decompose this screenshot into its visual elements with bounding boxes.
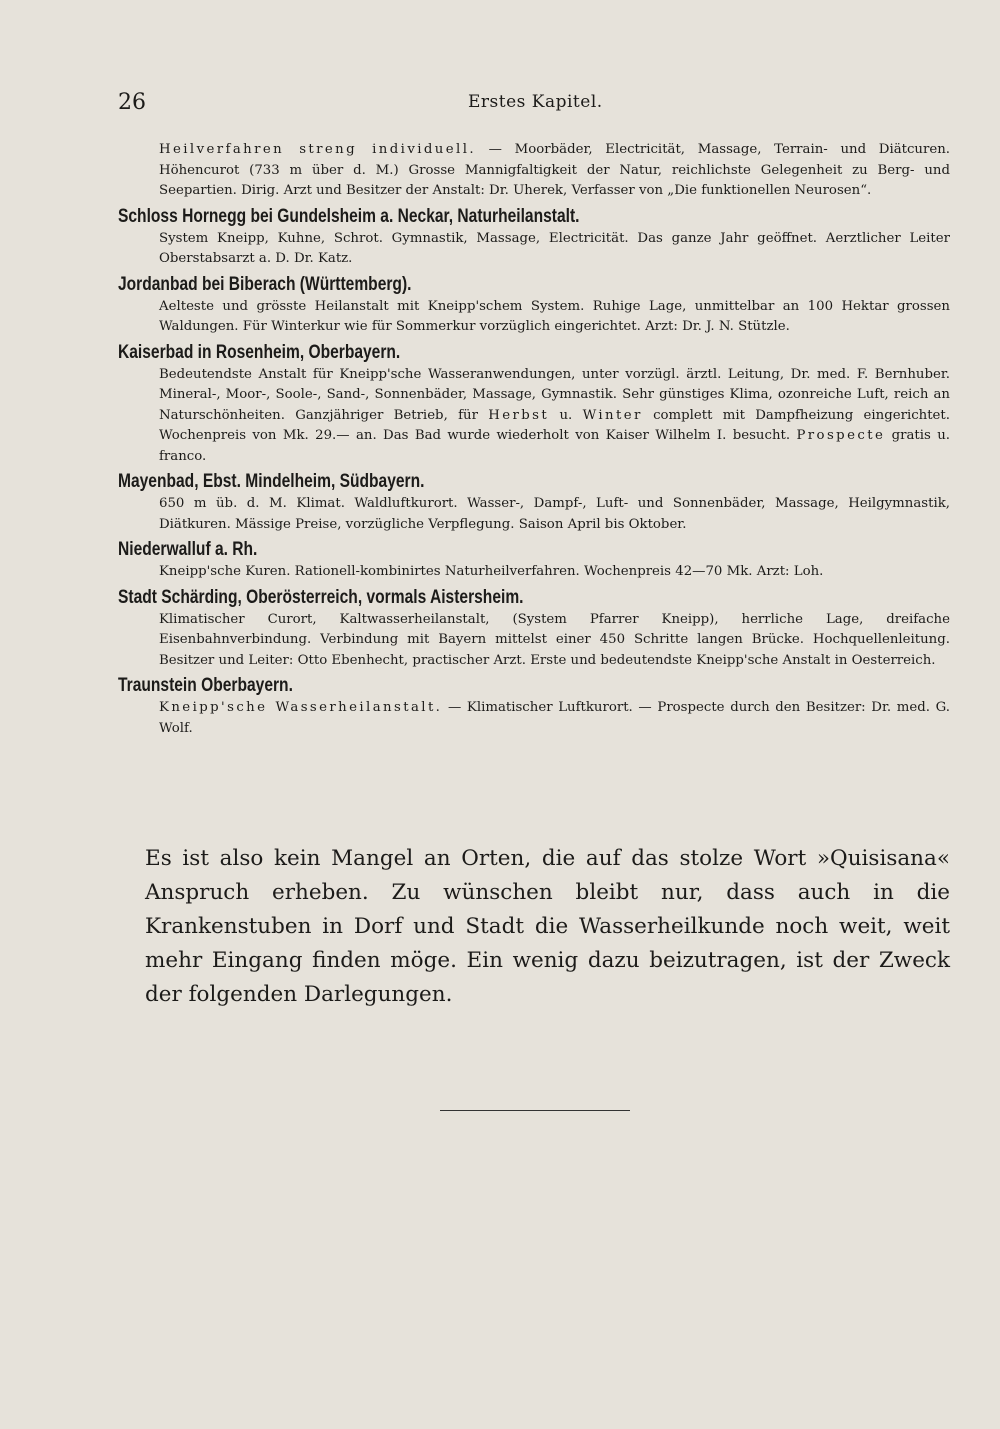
directory-entry <box>118 140 950 202</box>
entry-description <box>159 365 950 468</box>
directory-entry <box>118 340 950 468</box>
description-text: u. <box>549 407 583 423</box>
directory-entry <box>118 204 950 270</box>
emphasized-text: Herbst <box>488 407 550 423</box>
description-text: gratis u. franco. <box>159 428 950 464</box>
entry-title: Schloss Hornegg bei Gundelsheim a. Neckar, Naturheilanstalt. <box>118 205 580 227</box>
section-divider <box>440 1110 630 1111</box>
entry-title: Stadt Schärding, Oberösterreich, vormals Aistersheim. <box>118 586 524 608</box>
entry-description <box>159 610 950 672</box>
description-text: Kneipp'sche Kuren. Rationell-kombinirtes Naturheilverfahren. Wochenpreis 42—70 Mk. Arzt: Loh. <box>159 564 824 579</box>
entry-title: Jordanbad bei Biberach (Württemberg). <box>118 273 412 295</box>
entry-description <box>159 494 950 535</box>
spa-directory <box>118 140 950 739</box>
entry-description <box>159 140 950 202</box>
entry-description <box>159 562 950 583</box>
entry-title: Niederwalluf a. Rh. <box>118 539 258 560</box>
entry-title: Mayenbad, Ebst. Mindelheim, Südbayern. <box>118 471 425 492</box>
directory-entry <box>118 585 950 672</box>
emphasized-text: Kneipp'sche Wasserheilanstalt. <box>159 700 443 715</box>
emphasized-text: Winter <box>582 407 643 423</box>
running-head: Erstes Kapitel. <box>468 92 603 112</box>
closing-paragraph: Es ist also kein Mangel an Orten, die auf das stolze Wort »Quisisana« Anspruch erheben. Zu wünschen bleibt nur, dass auch in die Krankenstuben in Dorf und Stadt die Wasserheilkunde noch weit, weit mehr Eingang finden möge. Ein wenig dazu beizutragen, ist der Zweck der folgenden Darlegungen. <box>145 845 950 1007</box>
emphasized-text: Heilverfahren streng individuell. <box>159 142 476 157</box>
entry-title: Traunstein Oberbayern. <box>118 675 293 696</box>
description-text: System Kneipp, Kuhne, Schrot. Gymnastik, Massage, Electricität. Das ganze Jahr geöffnet. Aerztlicher Leiter Oberstabsarzt a. D. Dr. Katz. <box>159 230 950 266</box>
description-text: Klimatischer Curort, Kaltwasserheilanstalt, (System Pfarrer Kneipp), herrliche Lage, dreifache Eisenbahnverbindung. Verbindung mit Bayern mittelst einer 450 Schritte langen Brücke. Hochquellenleitung. Besitzer und Leiter: Otto Ebenhecht, practischer Arzt. Erste und bedeutendste Kneipp'sche Anstalt in Oesterreich. <box>159 611 950 668</box>
page-number: 26 <box>118 90 146 115</box>
directory-entry <box>118 272 950 338</box>
description-text: Aelteste und grösste Heilanstalt mit Kneipp'schem System. Ruhige Lage, unmittelbar an 100 Hektar grossen Waldungen. Für Winterkur wie für Sommerkur vorzüglich eingerichtet. Arzt: Dr. J. N. Stützle. <box>159 298 950 334</box>
entry-description <box>159 698 950 739</box>
description-text: Bedeutendste Anstalt für Kneipp'sche Wasseranwendungen, unter vorzügl. ärztl. Leitung, Dr. med. F. Bernhuber. Mineral-, Moor-, Soole-, Sand-, Sonnenbäder, Massage, Gymnastik. Sehr günstiges Klima, ozonreiche Luft, reich an Naturschönheiten. Ganzjähriger Betrieb, für <box>159 366 950 423</box>
description-text: — Moorbäder, Electricität, Massage, Terrain- und Diätcuren. Höhencurot (733 m über d. M.) Grosse Mannigfaltigkeit der Natur, reichlichste Gelegenheit zu Berg- und Seepartien. Dirig. Arzt und Besitzer der Anstalt: Dr. Uherek, Verfasser von „Die funktionellen Neurosen“. <box>159 142 950 198</box>
entry-title: Kaiserbad in Rosenheim, Oberbayern. <box>118 341 401 363</box>
entry-description <box>159 297 950 338</box>
page-header <box>118 90 948 120</box>
entry-description <box>159 229 950 270</box>
emphasized-text: Prospecte <box>796 428 886 443</box>
directory-entry <box>118 537 950 583</box>
description-text: — Klimatischer Luftkurort. — Prospecte durch den Besitzer: Dr. med. G. Wolf. <box>159 700 950 736</box>
description-text: complett mit Dampfheizung eingerichtet. Wochenpreis von Mk. 29.— an. Das Bad wurde wiederholt von Kaiser Wilhelm I. besucht. <box>159 407 950 443</box>
description-text: 650 m üb. d. M. Klimat. Waldluftkurort. Wasser-, Dampf-, Luft- und Sonnenbäder, Massage, Heilgymnastik, Diätkuren. Mässige Preise, vorzügliche Verpflegung. Saison April bis Oktober. <box>159 496 950 532</box>
directory-entry <box>118 469 950 535</box>
directory-entry <box>118 673 950 739</box>
